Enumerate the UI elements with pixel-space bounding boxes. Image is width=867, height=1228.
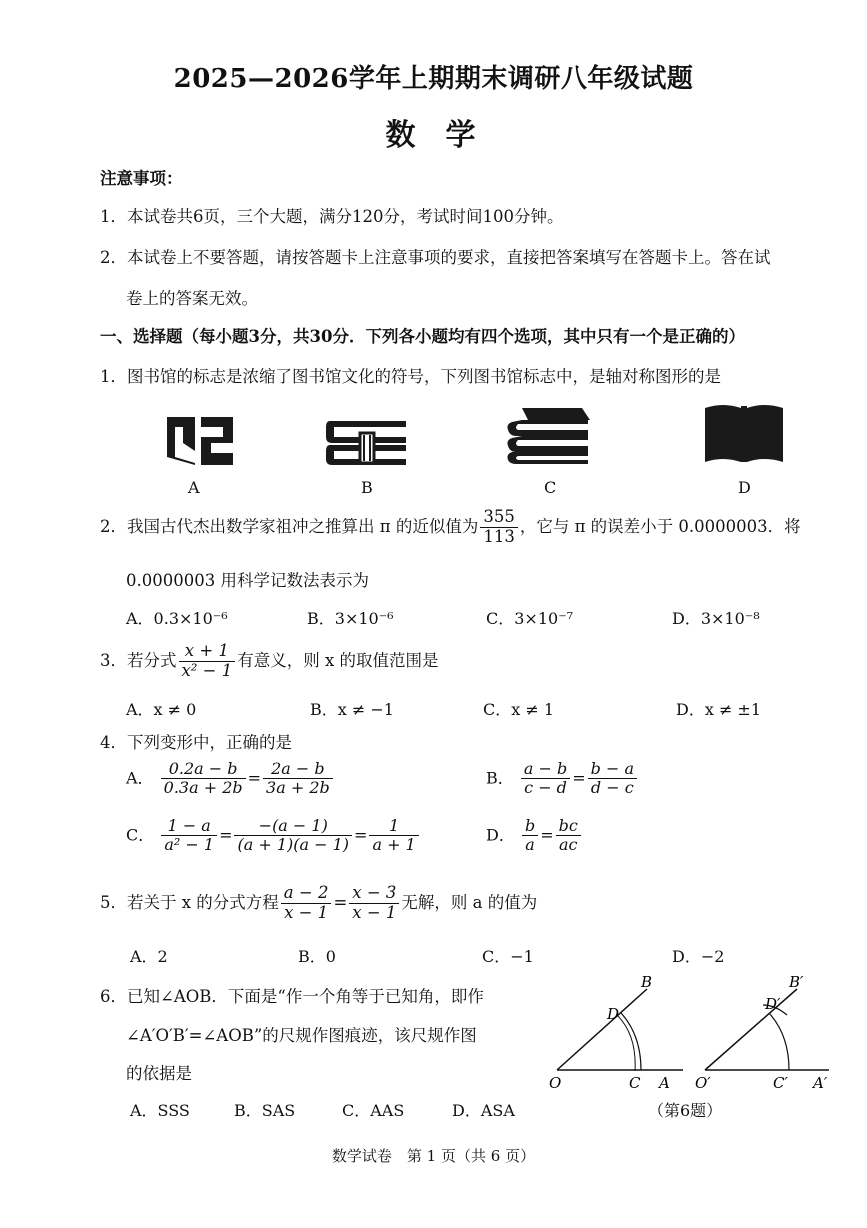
fraction-denominator: x − 1 (352, 902, 397, 922)
fraction-denominator: 3a + 2b (266, 778, 330, 798)
option-b-label: B (361, 478, 373, 497)
option-a-label: A (188, 478, 200, 497)
question-4-option-d (486, 817, 583, 855)
fraction-numerator: x + 1 (179, 642, 236, 662)
fraction-numerator: a − 2 (281, 884, 332, 904)
question-3-option-d: D．x ≠ ±1 (676, 700, 762, 719)
option-label: D． (486, 825, 515, 845)
fraction-numerator: 0.2a − b (161, 760, 246, 779)
question-5-stem-part-1: 5．若关于 x 的分式方程 (100, 892, 279, 912)
label-o: O (549, 1074, 562, 1092)
fraction (281, 884, 332, 923)
notes-item-1: 1．本试卷共6页，三个大题，满分120分，考试时间100分钟。 (100, 207, 564, 226)
question-4-option-b (486, 760, 639, 798)
question-3-fraction (179, 642, 236, 681)
question-6-line-2: ∠A′O′B′=∠AOB”的尺规作图痕迹，该尺规作图 (126, 1026, 477, 1045)
fraction-numerator: x − 3 (349, 884, 399, 904)
equals-sign: = (540, 825, 554, 845)
label-c-prime: C′ (773, 1074, 788, 1092)
fraction (349, 884, 399, 923)
question-6-option-c: C．AAS (342, 1101, 405, 1120)
question-5-option-c: C．−1 (482, 947, 534, 966)
question-2-option-b: B．3×10⁻⁶ (307, 609, 394, 628)
notes-item-2-line-2: 卷上的答案无效。 (126, 289, 258, 308)
question-2-option-c: C．3×10⁻⁷ (486, 609, 574, 628)
fraction-numerator: b − a (588, 760, 637, 779)
option-c-label: C (544, 478, 557, 497)
figure-6-caption: （第6题） (648, 1101, 723, 1120)
figure-angle-a-prime-o-prime-b-prime (693, 975, 843, 1095)
label-c: C (629, 1074, 641, 1092)
fraction (521, 760, 570, 798)
question-2-stem-part-1: 2．我国古代杰出数学家祖冲之推算出 π 的近似值为 (100, 516, 479, 536)
section-1-heading: 一、选择题（每小题3分，共30分．下列各小题均有四个选项，其中只有一个是正确的） (100, 327, 745, 346)
question-3-option-a: A．x ≠ 0 (126, 700, 197, 719)
question-1-stem: 1．图书馆的标志是浓缩了图书馆文化的符号，下列图书馆标志中，是轴对称图形的是 (100, 367, 721, 386)
equals-sign: = (333, 892, 348, 912)
fraction-denominator: x² − 1 (181, 660, 233, 680)
option-d-label: D (738, 478, 751, 497)
fraction-denominator: (a + 1)(a − 1) (237, 835, 350, 855)
question-5-option-a: A．2 (130, 947, 168, 966)
label-b-prime: B′ (789, 973, 804, 991)
page-footer: 数学试卷 第 1 页（共 6 页） (331, 1147, 536, 1165)
fraction (369, 817, 418, 855)
subject-title: 数学 (385, 118, 506, 153)
exam-title: 2025—2026学年上期期末调研八年级试题 (173, 64, 694, 94)
equals-sign: = (572, 768, 586, 788)
fraction-denominator: a² − 1 (164, 835, 215, 855)
question-3-option-b: B．x ≠ −1 (310, 700, 394, 719)
question-6-line-1: 6．已知∠AOB．下面是“作一个角等于已知角，即作 (100, 987, 484, 1006)
question-2-stem-line-2: 0.0000003 用科学记数法表示为 (126, 571, 369, 590)
fraction (263, 760, 333, 798)
library-logo-d-icon (703, 402, 785, 464)
question-5-option-d: D．−2 (672, 947, 725, 966)
fraction-denominator: a + 1 (372, 835, 416, 855)
question-2-stem-part-2: ，它与 π 的误差小于 0.0000003．将 (519, 516, 801, 536)
question-2-option-a: A．0.3×10⁻⁶ (126, 609, 228, 628)
fraction (522, 817, 538, 855)
label-d: D (607, 1005, 620, 1023)
fraction-numerator: b (522, 817, 538, 836)
equals-sign: = (354, 825, 368, 845)
question-4-option-c (126, 817, 421, 855)
label-b: B (641, 973, 653, 991)
question-3-stem-part-2: 有意义，则 x 的取值范围是 (237, 650, 439, 670)
option-label: C． (126, 825, 155, 845)
fraction-numerator: 1 − a (161, 817, 217, 836)
equals-sign: = (247, 768, 262, 788)
question-4-option-a (126, 760, 335, 798)
label-a: A (659, 1074, 670, 1092)
question-4-stem: 4．下列变形中，正确的是 (100, 733, 292, 752)
figure-angle-aob (545, 975, 695, 1095)
label-d-prime: D′ (765, 995, 781, 1013)
fraction-numerator: bc (556, 817, 581, 836)
library-logo-b-icon (322, 415, 414, 470)
question-5-option-b: B．0 (298, 947, 336, 966)
question-3-stem (100, 642, 439, 681)
notes-item-2-line-1: 2．本试卷上不要答题，请按答题卡上注意事项的要求，直接把答案填写在答题卡上。答在试 (100, 248, 771, 267)
fraction-denominator: 0.3a + 2b (163, 778, 243, 798)
library-logo-c-icon (502, 406, 594, 466)
fraction-denominator: d − c (590, 778, 634, 798)
question-2-fraction (480, 508, 518, 547)
fraction-denominator: x − 1 (284, 902, 329, 922)
question-3-stem-part-1: 3．若分式 (100, 650, 177, 670)
fraction (161, 760, 246, 798)
equals-sign: = (219, 825, 233, 845)
option-label: B． (486, 768, 514, 788)
fraction (556, 817, 581, 855)
question-6-option-b: B．SAS (234, 1101, 296, 1120)
library-logo-a-icon (165, 413, 237, 468)
fraction (234, 817, 352, 855)
fraction-denominator: a (525, 835, 535, 855)
question-5-stem (100, 884, 537, 923)
question-2-option-d: D．3×10⁻⁸ (672, 609, 760, 628)
fraction-numerator: 2a − b (263, 760, 333, 779)
fraction-denominator: 113 (483, 526, 515, 546)
question-6-option-a: A．SSS (130, 1101, 190, 1120)
fraction-denominator: ac (558, 835, 578, 855)
question-2-stem (100, 508, 801, 547)
label-a-prime: A′ (813, 1074, 828, 1092)
fraction-denominator: c − d (524, 778, 567, 798)
fraction-numerator: 1 (369, 817, 418, 836)
question-3-option-c: C．x ≠ 1 (483, 700, 555, 719)
fraction-numerator: a − b (521, 760, 570, 779)
option-label: A． (126, 768, 154, 788)
fraction-numerator: 355 (480, 508, 518, 528)
notes-heading: 注意事项： (100, 169, 183, 188)
label-o-prime: O′ (695, 1074, 711, 1092)
fraction-numerator: −(a − 1) (234, 817, 352, 836)
question-6-option-d: D．ASA (452, 1101, 515, 1120)
fraction (161, 817, 217, 855)
question-6-line-3: 的依据是 (126, 1064, 192, 1083)
fraction (588, 760, 637, 798)
question-5-stem-part-2: 无解，则 a 的值为 (401, 892, 538, 912)
